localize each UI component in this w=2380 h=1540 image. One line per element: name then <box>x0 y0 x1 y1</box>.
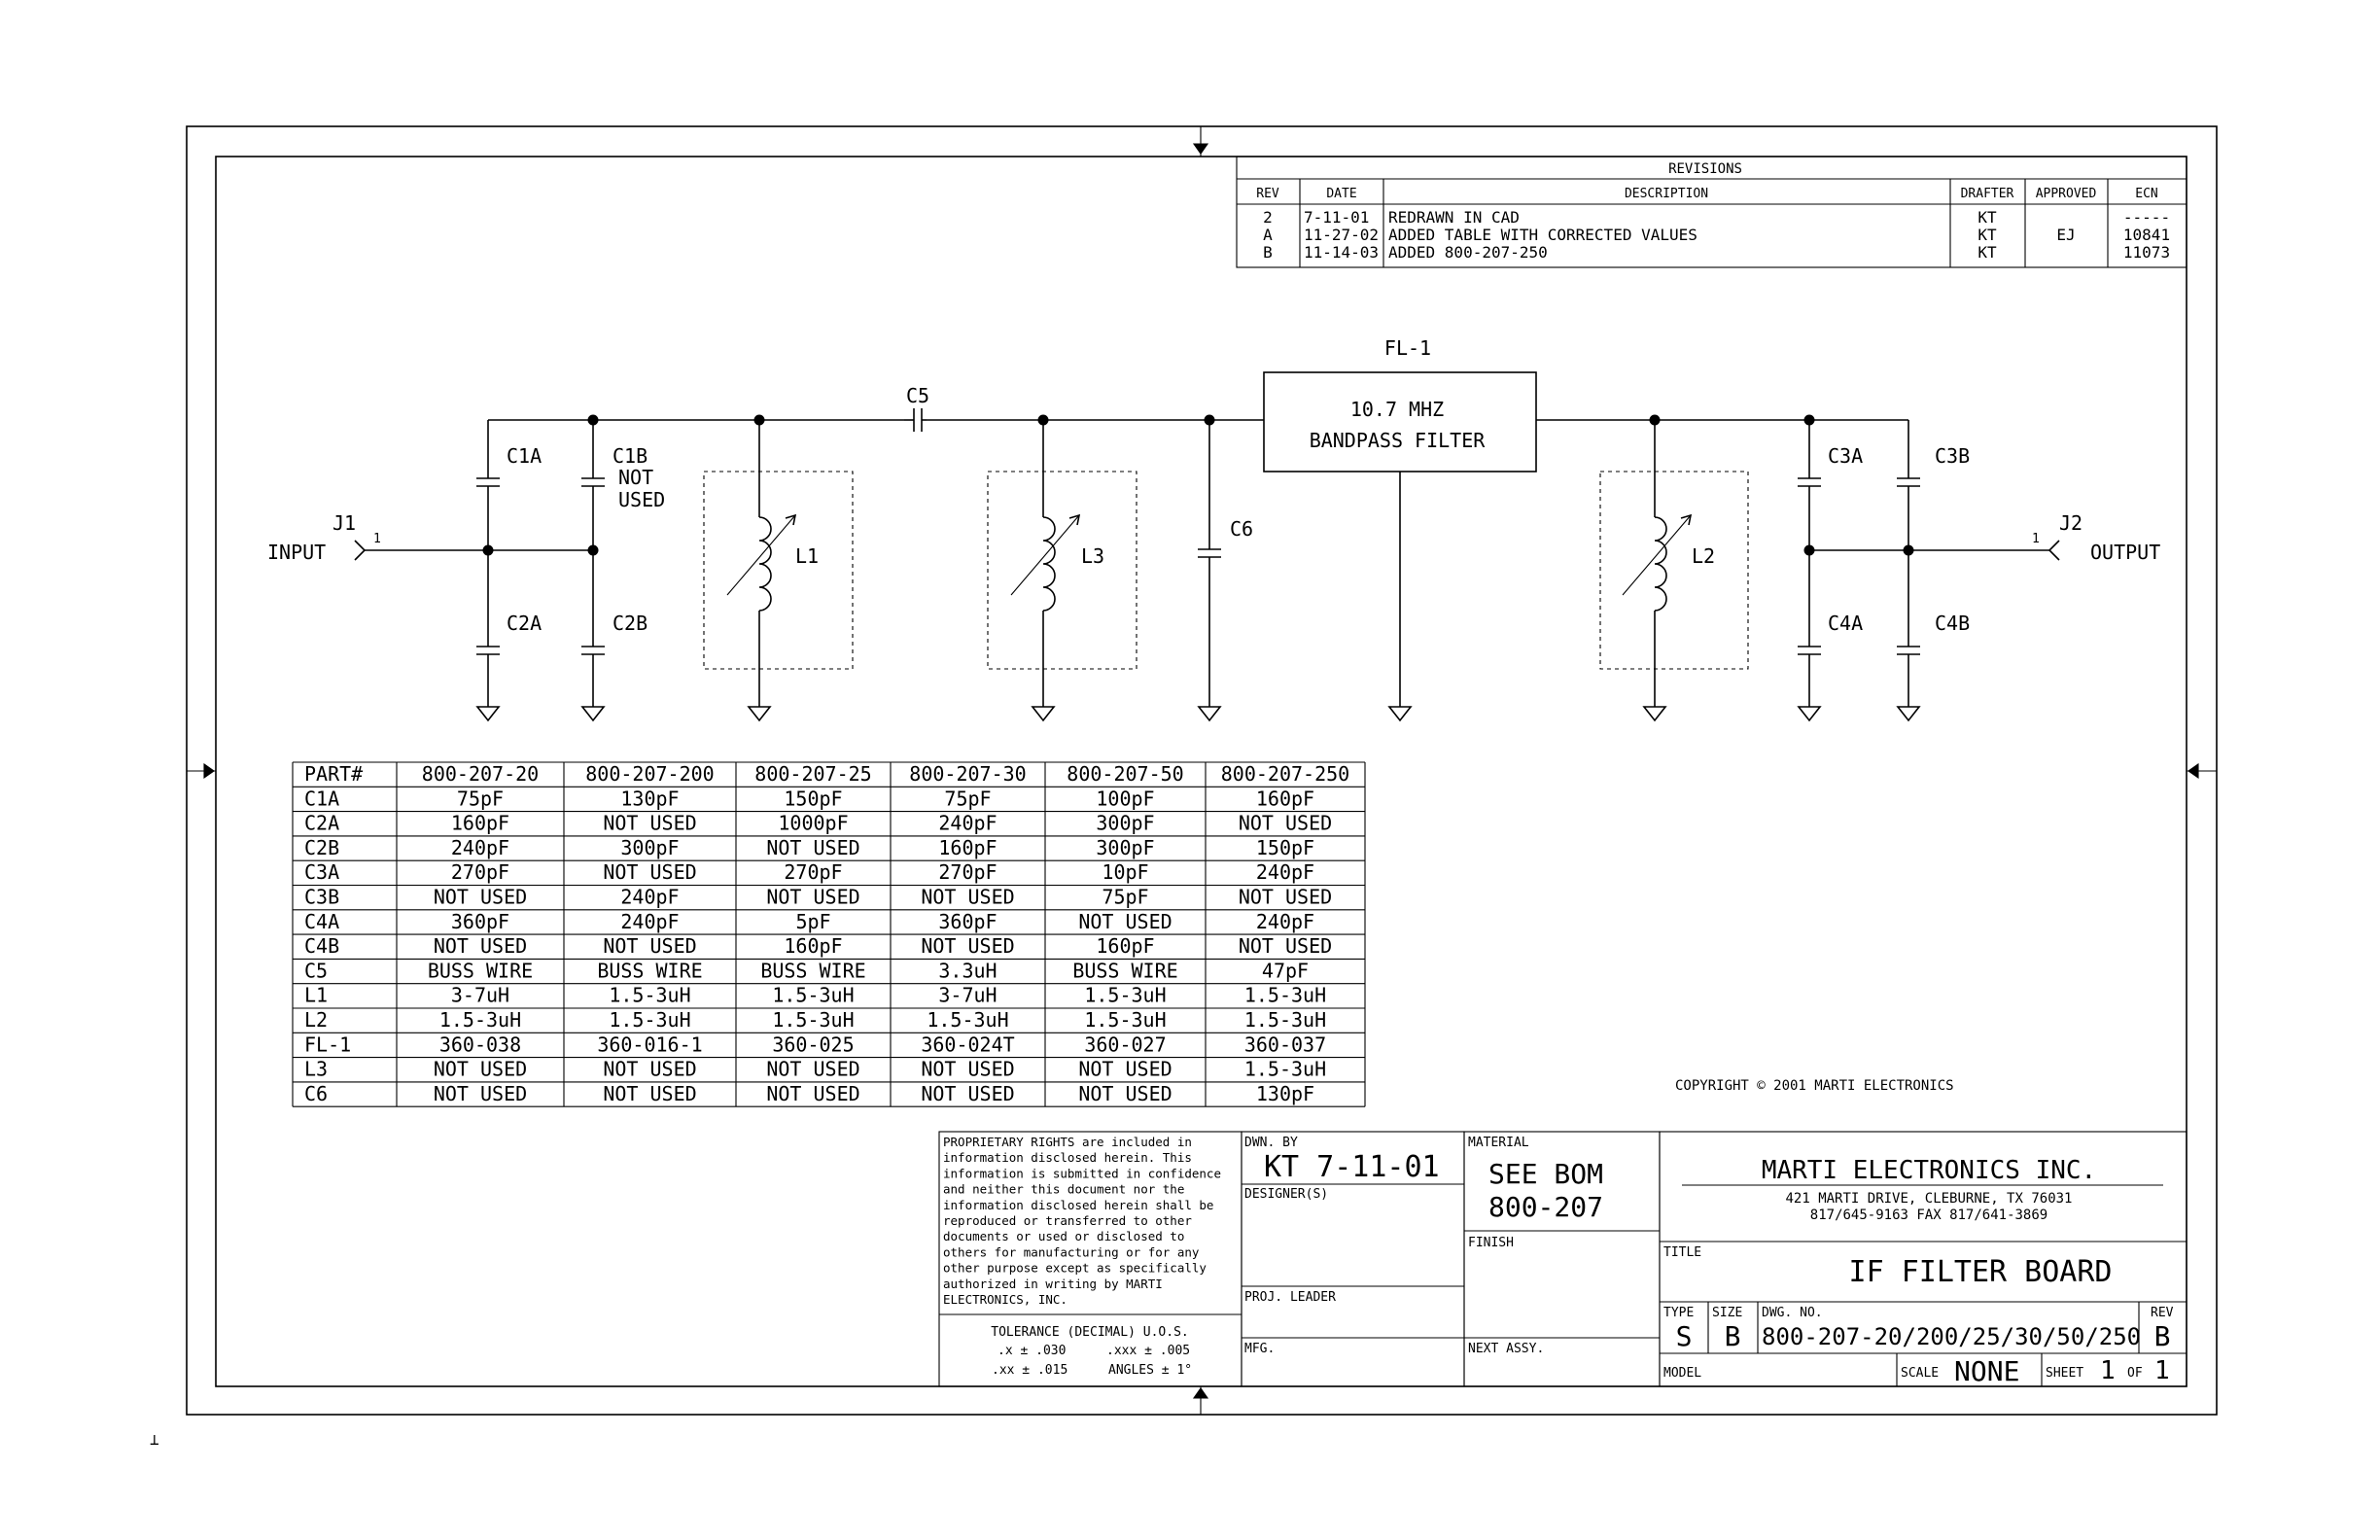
fl1-line1: 10.7 MHZ <box>1349 398 1445 421</box>
parts-table-cell: 130pF <box>1255 1081 1315 1105</box>
parts-table-cell: 1000pF <box>778 811 849 835</box>
parts-table-cell: NOT USED <box>1238 811 1333 835</box>
tolerance-xx: .xx ± .015 <box>992 1363 1068 1378</box>
parts-table-cell: NOT USED <box>603 860 697 885</box>
revisions-cell: ----- <box>2122 208 2171 227</box>
inductor-l2 <box>1600 420 1748 720</box>
parts-table-cell: FL-1 <box>304 1032 352 1057</box>
proprietary-line: information disclosed herein. This <box>943 1150 1192 1166</box>
revisions-cell: 11073 <box>2122 243 2171 262</box>
c1b-note-line2: USED <box>618 488 666 511</box>
scale-label: SCALE <box>1901 1366 1940 1381</box>
l1-label: L1 <box>795 544 820 568</box>
c4a-label: C4A <box>1828 612 1864 635</box>
capacitor-c4b <box>1897 550 1920 720</box>
parts-table-cell: 1.5-3uH <box>772 1008 855 1032</box>
capacitor-c3a <box>1798 420 1821 550</box>
j1-connector-symbol <box>355 541 365 560</box>
parts-table-cell: NOT USED <box>766 885 860 909</box>
parts-table-cell: 160pF <box>1255 787 1315 811</box>
revisions-cell: KT <box>1978 208 1997 227</box>
output-label: OUTPUT <box>2090 541 2161 564</box>
tolerance-x: .x ± .030 <box>998 1344 1067 1358</box>
parts-table-cell: C6 <box>304 1081 329 1105</box>
parts-table-header: 800-207-30 <box>909 762 1027 786</box>
proprietary-line: information is submitted in confidence <box>943 1166 1221 1181</box>
parts-table-header: 800-207-250 <box>1220 762 1350 786</box>
parts-table-cell: NOT USED <box>766 835 860 859</box>
capacitor-c3b <box>1897 420 1920 550</box>
parts-table-cell: NOT USED <box>921 1081 1015 1105</box>
parts-table-cell: 160pF <box>938 835 998 859</box>
material-line2: 800-207 <box>1488 1191 1604 1223</box>
company-name: MARTI ELECTRONICS INC. <box>1761 1156 2097 1185</box>
parts-table-cell: 270pF <box>784 860 843 885</box>
material-line1: SEE BOM <box>1488 1158 1604 1190</box>
c1a-label: C1A <box>507 444 542 468</box>
revisions-cell: ADDED 800-207-250 <box>1388 243 1548 262</box>
drawing-title: IF FILTER BOARD <box>1848 1255 2113 1289</box>
parts-table-cell: NOT USED <box>603 1057 697 1081</box>
parts-table-cell: 1.5-3uH <box>927 1008 1009 1032</box>
parts-table-cell: 3-7uH <box>938 983 998 1007</box>
revisions-cell: 7-11-01 <box>1304 208 1370 227</box>
parts-table-cell: NOT USED <box>921 934 1015 959</box>
rev-value: B <box>2153 1320 2171 1352</box>
parts-table-cell: 360-038 <box>438 1032 522 1057</box>
title-label: TITLE <box>1663 1245 1702 1260</box>
parts-table-cell: 1.5-3uH <box>609 983 691 1007</box>
parts-table-cells <box>304 762 1349 1105</box>
finish-label: FINISH <box>1468 1236 1514 1250</box>
proprietary-line: ELECTRONICS, INC. <box>943 1292 1068 1307</box>
parts-table-cell: 1.5-3uH <box>1084 1008 1167 1032</box>
capacitor-c2a <box>476 550 500 720</box>
j2-connector-symbol <box>2049 541 2059 560</box>
parts-table-cell: L3 <box>304 1057 329 1081</box>
parts-table-cell: 75pF <box>456 787 505 811</box>
parts-table-cell: 360pF <box>450 909 510 933</box>
revisions-cell: 2 <box>1263 208 1273 227</box>
parts-table-cell: 3.3uH <box>938 959 998 983</box>
copyright-text: COPYRIGHT © 2001 MARTI ELECTRONICS <box>1675 1078 1954 1094</box>
parts-table-cell: L1 <box>304 983 329 1007</box>
parts-table-cell: NOT USED <box>603 811 697 835</box>
c3b-label: C3B <box>1935 444 1971 468</box>
mfg-label: MFG. <box>1244 1342 1276 1356</box>
revisions-header-cell: DATE <box>1326 187 1357 201</box>
parts-table-header: 800-207-25 <box>754 762 872 786</box>
type-value: S <box>1675 1320 1693 1352</box>
tolerance-xxx: .xxx ± .005 <box>1106 1344 1191 1358</box>
capacitor-c1a <box>476 420 500 550</box>
rev-label: REV <box>2151 1306 2174 1320</box>
l3-label: L3 <box>1081 544 1105 568</box>
parts-table-cell: 360pF <box>938 909 998 933</box>
revisions-block <box>1237 157 2187 267</box>
parts-table-cell: 360-016-1 <box>597 1032 703 1057</box>
scale-value: NONE <box>1954 1355 2020 1387</box>
proprietary-line: authorized in writing by MARTI <box>943 1276 1163 1291</box>
parts-table-cell: C4B <box>304 934 340 959</box>
parts-table-cell: C3A <box>304 860 340 885</box>
parts-table-cell: 160pF <box>784 934 843 959</box>
parts-table-cell: NOT USED <box>433 1057 528 1081</box>
parts-table-cell: BUSS WIRE <box>427 959 534 983</box>
parts-table-cell: 47pF <box>1261 959 1310 983</box>
parts-table-cell: NOT USED <box>603 1081 697 1105</box>
dwg-no-label: DWG. NO. <box>1762 1306 1823 1320</box>
capacitor-c5 <box>904 408 927 432</box>
parts-table-cell: 270pF <box>450 860 510 885</box>
revisions-cell: 11-27-02 <box>1304 226 1380 244</box>
parts-table-cell: C2B <box>304 835 340 859</box>
c1b-label: C1B <box>612 444 648 468</box>
inductor-l1 <box>704 420 853 720</box>
parts-table-cell: 100pF <box>1096 787 1155 811</box>
l2-label: L2 <box>1692 544 1716 568</box>
c1b-note-line1: NOT <box>618 466 654 489</box>
parts-table-cell: NOT USED <box>1238 885 1333 909</box>
proprietary-line: other purpose except as specifically <box>943 1260 1207 1276</box>
fl1-line2: BANDPASS FILTER <box>1309 429 1486 452</box>
parts-table-cell: NOT USED <box>766 1081 860 1105</box>
parts-table-cell: 130pF <box>620 787 680 811</box>
parts-table-cell: 240pF <box>620 885 680 909</box>
parts-table-cell: 360-024T <box>921 1032 1015 1057</box>
parts-table-cell: 360-037 <box>1243 1032 1327 1057</box>
parts-table-cell: NOT USED <box>1238 934 1333 959</box>
parts-table-cell: 150pF <box>1255 835 1315 859</box>
junction-dots <box>483 415 1914 556</box>
parts-table-cell: C1A <box>304 787 340 811</box>
proj-leader-label: PROJ. LEADER <box>1244 1290 1336 1305</box>
parts-table-cell: 160pF <box>1096 934 1155 959</box>
parts-table-cell: BUSS WIRE <box>597 959 703 983</box>
bandpass-filter-fl1 <box>1264 372 1536 720</box>
capacitor-c4a <box>1798 550 1821 720</box>
parts-table-cell: 150pF <box>784 787 843 811</box>
material-label: MATERIAL <box>1468 1136 1529 1150</box>
parts-table-cell: NOT USED <box>433 934 528 959</box>
capacitor-c6 <box>1198 420 1221 720</box>
capacitor-c2b <box>581 550 605 720</box>
parts-table-cell: 300pF <box>620 835 680 859</box>
c5-label: C5 <box>906 384 930 407</box>
model-label: MODEL <box>1663 1366 1702 1381</box>
c2b-label: C2B <box>612 612 648 635</box>
proprietary-line: others for manufacturing or for any <box>943 1244 1200 1260</box>
revisions-header-cell: ECN <box>2135 187 2158 201</box>
fl1-ref-label: FL-1 <box>1383 336 1432 360</box>
designer-label: DESIGNER(S) <box>1244 1187 1329 1202</box>
c3a-label: C3A <box>1828 444 1864 468</box>
title-block <box>939 1132 2187 1387</box>
parts-table-cell: 1.5-3uH <box>1243 1057 1327 1081</box>
c2a-label: C2A <box>507 612 542 635</box>
parts-table-cell: 3-7uH <box>450 983 510 1007</box>
parts-table-cell: 270pF <box>938 860 998 885</box>
input-label: INPUT <box>267 541 327 564</box>
j2-pin: 1 <box>2032 532 2040 546</box>
parts-table-cell: C4A <box>304 909 340 933</box>
parts-table-cell: NOT USED <box>1078 909 1172 933</box>
proprietary-line: documents or used or disclosed to <box>943 1229 1185 1244</box>
parts-table-cell: NOT USED <box>921 885 1015 909</box>
type-label: TYPE <box>1663 1306 1695 1320</box>
revisions-cell: EJ <box>2056 226 2076 244</box>
revisions-headers <box>1256 187 2157 201</box>
inductor-l3 <box>988 420 1137 720</box>
company-phone: 817/645-9163 FAX 817/641-3869 <box>1809 1208 2048 1223</box>
parts-table-cell: NOT USED <box>433 1081 528 1105</box>
parts-table-cell: C3B <box>304 885 340 909</box>
revisions-cell: 11-14-03 <box>1304 243 1380 262</box>
parts-table-header: 800-207-20 <box>421 762 540 786</box>
j2-label: J2 <box>2059 511 2083 535</box>
parts-table-cell: 1.5-3uH <box>1084 983 1167 1007</box>
proprietary-line: and neither this document nor the <box>943 1181 1185 1197</box>
c6-label: C6 <box>1230 517 1254 541</box>
revisions-title: REVISIONS <box>1668 161 1742 177</box>
parts-table-cell: 160pF <box>450 811 510 835</box>
parts-table-header: 800-207-200 <box>585 762 715 786</box>
parts-table-header: PART# <box>304 762 364 786</box>
revisions-cell: REDRAWN IN CAD <box>1388 208 1520 227</box>
j1-label: J1 <box>332 511 357 535</box>
parts-table-cell: 10pF <box>1102 860 1149 885</box>
dwn-by-value: KT 7-11-01 <box>1264 1150 1440 1184</box>
parts-table-cell: 240pF <box>1255 909 1315 933</box>
company-address: 421 MARTI DRIVE, CLEBURNE, TX 76031 <box>1785 1191 2073 1207</box>
parts-table-cell: BUSS WIRE <box>1072 959 1178 983</box>
parts-table-cell: 1.5-3uH <box>1243 1008 1327 1032</box>
parts-table-cell: 240pF <box>620 909 680 933</box>
parts-table-cell: 75pF <box>1102 885 1149 909</box>
corner-mark: ⊥ <box>150 1430 159 1449</box>
size-value: B <box>1724 1320 1741 1352</box>
of-label: OF <box>2127 1366 2143 1381</box>
tolerance-title: TOLERANCE (DECIMAL) U.O.S. <box>991 1325 1189 1340</box>
parts-table-cell: 300pF <box>1096 811 1155 835</box>
c4b-label: C4B <box>1935 612 1971 635</box>
parts-table-cell: 1.5-3uH <box>772 983 855 1007</box>
parts-table-cell: 360-027 <box>1084 1032 1167 1057</box>
parts-table-cell: 240pF <box>450 835 510 859</box>
revisions-cell: B <box>1263 243 1273 262</box>
parts-table-cell: NOT USED <box>1078 1057 1172 1081</box>
parts-table-cell: C5 <box>304 959 329 983</box>
tolerance-angles: ANGLES ± 1° <box>1108 1363 1193 1378</box>
parts-table-cell: L2 <box>304 1008 329 1032</box>
sheet-value: 1 <box>2100 1356 2116 1385</box>
revisions-header-cell: REV <box>1256 187 1279 201</box>
parts-table-cell: 75pF <box>944 787 992 811</box>
parts-table-cell: 1.5-3uH <box>1243 983 1327 1007</box>
sheet-label: SHEET <box>2046 1366 2084 1381</box>
parts-table-cell: 360-025 <box>772 1032 855 1057</box>
parts-table-cell: NOT USED <box>921 1057 1015 1081</box>
parts-table-cell: NOT USED <box>603 934 697 959</box>
parts-table <box>293 762 1365 1106</box>
revisions-header-cell: DESCRIPTION <box>1624 187 1709 201</box>
j1-pin: 1 <box>373 532 381 546</box>
parts-table-cell: 300pF <box>1096 835 1155 859</box>
revisions-cell: 10841 <box>2122 226 2171 244</box>
parts-table-cell: C2A <box>304 811 340 835</box>
schematic <box>267 336 2160 720</box>
parts-table-cell: BUSS WIRE <box>760 959 866 983</box>
parts-table-cell: 240pF <box>938 811 998 835</box>
revisions-cell: KT <box>1978 243 1997 262</box>
parts-table-cell: 1.5-3uH <box>609 1008 691 1032</box>
revisions-header-cell: APPROVED <box>2035 187 2097 201</box>
parts-table-cell: NOT USED <box>766 1057 860 1081</box>
dwg-no-value: 800-207-20/200/25/30/50/250 <box>1762 1323 2142 1350</box>
revisions-cell: KT <box>1978 226 1997 244</box>
proprietary-line: information disclosed herein shall be <box>943 1197 1214 1212</box>
parts-table-header: 800-207-50 <box>1067 762 1184 786</box>
parts-table-cell: 1.5-3uH <box>438 1008 522 1032</box>
proprietary-line: reproduced or transferred to other <box>943 1213 1192 1228</box>
parts-table-cell: NOT USED <box>433 885 528 909</box>
revisions-cell: ADDED TABLE WITH CORRECTED VALUES <box>1388 226 1698 244</box>
parts-table-cell: NOT USED <box>1078 1081 1172 1105</box>
revisions-cell: A <box>1263 226 1273 244</box>
proprietary-notice <box>943 1135 1221 1307</box>
proprietary-line: PROPRIETARY RIGHTS are included in <box>943 1135 1192 1149</box>
size-label: SIZE <box>1712 1306 1743 1320</box>
dwn-by-label: DWN. BY <box>1244 1136 1298 1150</box>
next-assy-label: NEXT ASSY. <box>1468 1342 1545 1356</box>
parts-table-cell: 240pF <box>1255 860 1315 885</box>
capacitor-c1b <box>581 420 605 550</box>
parts-table-cell: 5pF <box>795 909 831 933</box>
revisions-header-cell: DRAFTER <box>1960 187 2014 201</box>
revisions-rows <box>1263 208 2170 262</box>
of-value: 1 <box>2154 1356 2170 1385</box>
